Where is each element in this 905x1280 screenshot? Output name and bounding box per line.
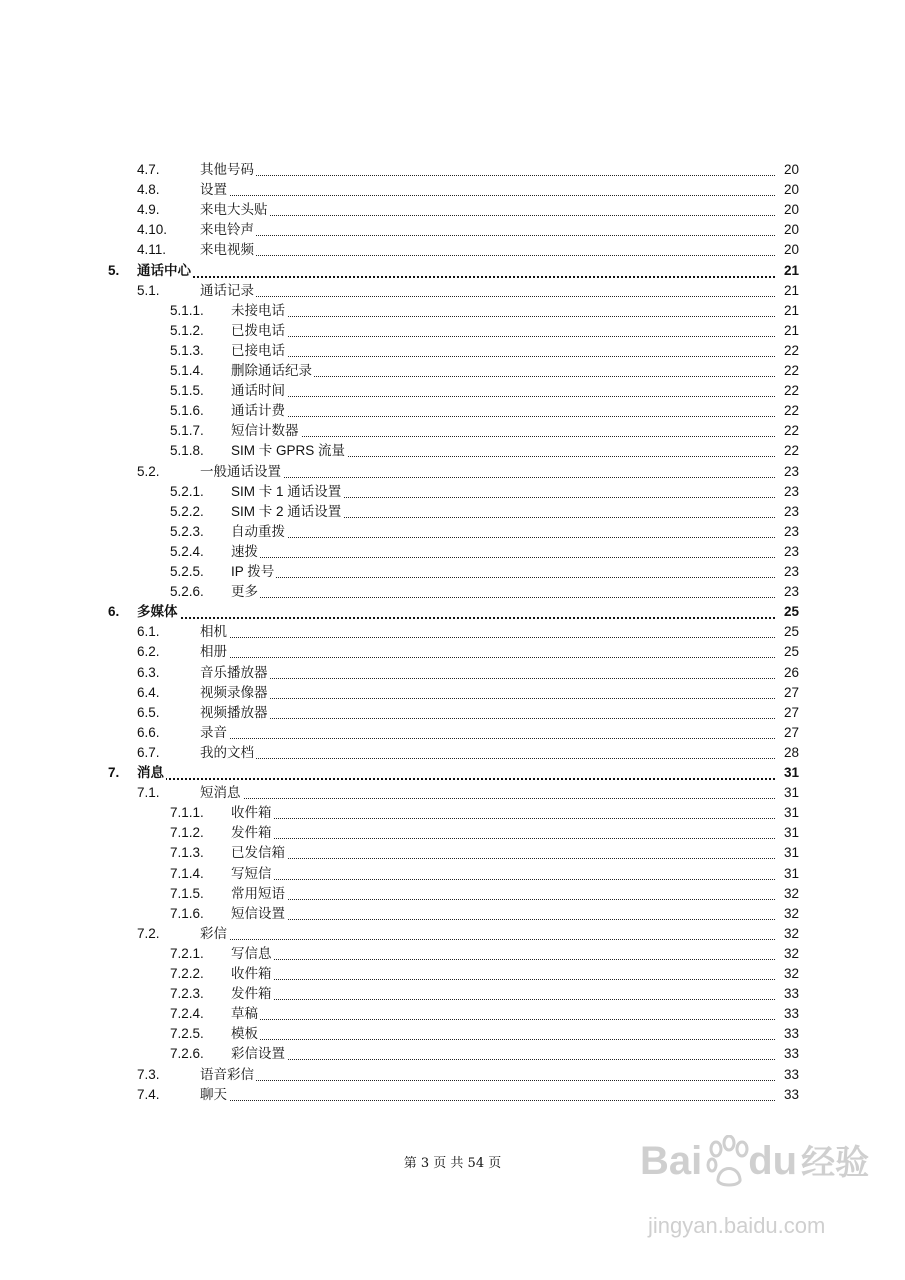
baidu-paw-icon bbox=[706, 1135, 752, 1189]
toc-dot-leader bbox=[200, 919, 799, 940]
toc-entry-number: 7.4. bbox=[137, 1086, 160, 1102]
toc-entry-number: 5.1.5. bbox=[170, 383, 204, 399]
toc-entry-number: 5.2. bbox=[137, 463, 160, 479]
page-footer: 第 3 页 共 54 页 bbox=[403, 1156, 502, 1171]
toc-entry-title: 已发信箱 bbox=[231, 843, 287, 863]
toc-entry-number: 4.10. bbox=[137, 222, 168, 238]
toc-entry-title: 来电视频 bbox=[200, 240, 256, 260]
toc-entry-page: 20 bbox=[775, 160, 799, 180]
toc-entry-number: 7.2.4. bbox=[170, 1006, 204, 1022]
toc-dot-leader bbox=[231, 577, 799, 598]
toc-entry-page: 27 bbox=[775, 723, 799, 743]
toc-entry-page: 33 bbox=[775, 1044, 799, 1064]
toc-entry-number: 7.1. bbox=[137, 785, 160, 801]
toc-dot-leader bbox=[231, 1039, 799, 1060]
toc-dot-leader bbox=[231, 356, 799, 377]
toc-entry-page: 33 bbox=[775, 1085, 799, 1105]
toc-entry-page: 27 bbox=[775, 683, 799, 703]
toc-entry-page: 21 bbox=[775, 261, 799, 281]
toc-entry-page: 26 bbox=[775, 663, 799, 683]
toc-entry-title: 设置 bbox=[200, 180, 229, 200]
toc-entry-number: 7.1.3. bbox=[170, 845, 204, 861]
toc-entry-number: 5.2.1. bbox=[170, 483, 204, 499]
toc-entry-page: 22 bbox=[775, 341, 799, 361]
toc-entry-title: 短消息 bbox=[200, 783, 243, 803]
toc-entry-page: 22 bbox=[775, 421, 799, 441]
toc-entry-page: 20 bbox=[775, 240, 799, 260]
toc-dot-leader bbox=[200, 235, 799, 256]
toc-dot-leader bbox=[200, 175, 799, 196]
toc-entry-page: 22 bbox=[775, 441, 799, 461]
toc-entry-number: 5.2.2. bbox=[170, 503, 204, 519]
toc-entry-number: 5.1.3. bbox=[170, 342, 204, 358]
toc-dot-leader bbox=[200, 215, 799, 236]
toc-entry-title: 录音 bbox=[200, 723, 229, 743]
toc-entry-title: 通话记录 bbox=[200, 281, 256, 301]
toc-entry-title: 更多 bbox=[231, 582, 260, 602]
toc-dot-leader bbox=[231, 798, 799, 819]
toc-dot-leader bbox=[231, 396, 799, 417]
toc-entry-page: 22 bbox=[775, 381, 799, 401]
toc-entry-number: 5.1.1. bbox=[170, 302, 204, 318]
toc-entry-number: 7.3. bbox=[137, 1066, 160, 1082]
toc-entry-page: 28 bbox=[775, 743, 799, 763]
toc-entry-title: 速拨 bbox=[231, 542, 260, 562]
toc-entry-number: 5.1.2. bbox=[170, 322, 204, 338]
toc-dot-leader bbox=[231, 818, 799, 839]
toc-entry-title: SIM 卡 1 通话设置 bbox=[231, 482, 343, 502]
toc-dot-leader bbox=[200, 195, 799, 216]
toc-entry-page: 31 bbox=[775, 763, 799, 783]
toc-entry-title: 相册 bbox=[200, 642, 229, 662]
toc-entry-page: 23 bbox=[775, 582, 799, 602]
toc-dot-leader bbox=[231, 537, 799, 558]
toc-dot-leader bbox=[231, 336, 799, 357]
toc-entry-title: IP 拨号 bbox=[231, 562, 276, 582]
toc-entry-title: 发件箱 bbox=[231, 823, 274, 843]
toc-entry-title: 来电铃声 bbox=[200, 220, 256, 240]
toc-entry-page: 23 bbox=[775, 502, 799, 522]
toc-entry-number: 7. bbox=[108, 765, 120, 780]
toc-entry-title: 未接电话 bbox=[231, 301, 287, 321]
toc-entry-title: 通话时间 bbox=[231, 381, 287, 401]
toc-entry-title: 音乐播放器 bbox=[200, 663, 270, 683]
toc-entry-title: SIM 卡 GPRS 流量 bbox=[231, 441, 347, 461]
toc-dot-leader bbox=[231, 879, 799, 900]
toc-entry-number: 7.2.1. bbox=[170, 945, 204, 961]
toc-entry-title: 视频播放器 bbox=[200, 703, 270, 723]
toc-dot-leader bbox=[200, 155, 799, 176]
toc-entry-page: 20 bbox=[775, 180, 799, 200]
toc-entry-number: 6.1. bbox=[137, 624, 160, 640]
toc-dot-leader bbox=[231, 316, 799, 337]
toc-entry-number: 7.1.1. bbox=[170, 805, 204, 821]
toc-entry-title: 已拨电话 bbox=[231, 321, 287, 341]
toc-entry-title: 聊天 bbox=[200, 1085, 229, 1105]
toc-entry-page: 31 bbox=[775, 803, 799, 823]
toc-dot-leader bbox=[231, 296, 799, 317]
toc-dot-leader bbox=[200, 1080, 799, 1101]
toc-dot-leader bbox=[200, 718, 799, 739]
toc-entry-number: 5.2.3. bbox=[170, 523, 204, 539]
toc-entry-title: 短信设置 bbox=[231, 904, 287, 924]
toc-entry-title: 通话计费 bbox=[231, 401, 287, 421]
toc-entry-number: 6.5. bbox=[137, 704, 160, 720]
toc-entry-title: SIM 卡 2 通话设置 bbox=[231, 502, 343, 522]
toc-dot-leader bbox=[231, 939, 799, 960]
toc-entry-page: 25 bbox=[775, 622, 799, 642]
toc-entry-number: 5.1.6. bbox=[170, 403, 204, 419]
toc-dot-leader bbox=[231, 859, 799, 880]
toc-entry-page: 31 bbox=[775, 823, 799, 843]
toc-entry-number: 5. bbox=[108, 262, 120, 278]
toc-entry-number: 7.1.2. bbox=[170, 825, 204, 841]
toc-entry[interactable] bbox=[0, 1085, 905, 1105]
toc-entry-title: 彩信 bbox=[200, 924, 229, 944]
toc-dot-leader bbox=[231, 999, 799, 1020]
toc-entry-title: 视频录像器 bbox=[200, 683, 270, 703]
toc-dot-leader bbox=[200, 276, 799, 297]
toc-entry-title: 短信计数器 bbox=[231, 421, 301, 441]
toc-entry-page: 32 bbox=[775, 944, 799, 964]
toc-entry-page: 21 bbox=[775, 301, 799, 321]
toc-entry-page: 27 bbox=[775, 703, 799, 723]
toc-entry-number: 6. bbox=[108, 604, 120, 620]
toc-dot-leader bbox=[200, 698, 799, 719]
toc-entry-number: 5.1.4. bbox=[170, 363, 204, 378]
toc-entry-title: 彩信设置 bbox=[231, 1044, 287, 1064]
toc-entry-number: 5.1. bbox=[137, 282, 160, 298]
toc-entry-title: 自动重拨 bbox=[231, 522, 287, 542]
toc-entry-page: 22 bbox=[775, 361, 799, 381]
toc-entry-page: 20 bbox=[775, 220, 799, 240]
toc-entry-title: 其他号码 bbox=[200, 160, 256, 180]
toc-dot-leader bbox=[231, 1019, 799, 1040]
toc-dot-leader bbox=[200, 678, 799, 699]
toc-entry-number: 7.2.2. bbox=[170, 966, 204, 981]
toc-entry-page: 21 bbox=[775, 281, 799, 301]
toc-entry-page: 23 bbox=[775, 542, 799, 562]
toc-entry-title: 收件箱 bbox=[231, 964, 274, 984]
toc-entry-number: 7.2.3. bbox=[170, 986, 204, 1002]
toc-entry-number: 6.3. bbox=[137, 664, 160, 680]
toc-entry-page: 22 bbox=[775, 401, 799, 421]
toc-entry-number: 6.6. bbox=[137, 724, 160, 740]
toc-dot-leader bbox=[231, 557, 799, 578]
toc-entry-title: 收件箱 bbox=[231, 803, 274, 823]
toc-entry-title: 草稿 bbox=[231, 1004, 260, 1024]
toc-entry-title: 写信息 bbox=[231, 944, 274, 964]
toc-entry-title: 多媒体 bbox=[137, 602, 180, 622]
toc-dot-leader bbox=[231, 838, 799, 859]
toc-entry-number: 5.2.5. bbox=[170, 564, 204, 579]
toc-entry-title: 来电大头贴 bbox=[200, 200, 270, 220]
toc-entry-page: 32 bbox=[775, 884, 799, 904]
toc-entry-page: 33 bbox=[775, 1004, 799, 1024]
toc-entry-number: 7.2.5. bbox=[170, 1026, 204, 1042]
toc-entry-number: 4.8. bbox=[137, 182, 160, 198]
toc-entry-title: 常用短语 bbox=[231, 884, 287, 904]
toc-dot-leader bbox=[200, 617, 799, 638]
toc-entry-number: 6.4. bbox=[137, 684, 160, 700]
toc-entry-page: 33 bbox=[775, 1065, 799, 1085]
toc-entry-title: 一般通话设置 bbox=[200, 462, 283, 482]
toc-entry-page: 21 bbox=[775, 321, 799, 341]
toc-entry-page: 32 bbox=[775, 904, 799, 924]
baidu-jingyan-watermark bbox=[640, 1135, 890, 1255]
toc-dot-leader bbox=[231, 979, 799, 1000]
toc-entry-page: 32 bbox=[775, 924, 799, 944]
toc-entry-number: 4.7. bbox=[137, 162, 160, 177]
toc-entry-number: 7.1.5. bbox=[170, 885, 204, 901]
toc-dot-leader bbox=[231, 416, 799, 437]
toc-entry-title: 我的文档 bbox=[200, 743, 256, 763]
toc-entry-number: 5.1.7. bbox=[170, 423, 204, 439]
watermark-logo-text: Bai du 经验 bbox=[640, 1139, 870, 1183]
toc-entry-page: 32 bbox=[775, 964, 799, 984]
toc-dot-leader bbox=[231, 899, 799, 920]
toc-entry-number: 6.2. bbox=[137, 644, 160, 660]
toc-dot-leader bbox=[200, 658, 799, 679]
toc-entry-page: 31 bbox=[775, 783, 799, 803]
watermark-url: jingyan.baidu.com bbox=[648, 1213, 826, 1238]
toc-entry-page: 25 bbox=[775, 602, 799, 622]
toc-entry-number: 5.2.4. bbox=[170, 543, 204, 559]
toc-entry-title: 消息 bbox=[137, 763, 166, 783]
toc-entry-number: 4.11. bbox=[137, 242, 167, 258]
toc-dot-leader bbox=[231, 376, 799, 397]
toc-entry-number: 5.2.6. bbox=[170, 584, 204, 600]
toc-entry-page: 23 bbox=[775, 462, 799, 482]
toc-entry-title: 删除通话纪录 bbox=[231, 361, 314, 381]
toc-dot-leader bbox=[200, 637, 799, 658]
toc-entry-number: 4.9. bbox=[137, 202, 160, 218]
toc-entry-page: 25 bbox=[775, 642, 799, 662]
toc-entry-page: 23 bbox=[775, 482, 799, 502]
toc-entry-title: 通话中心 bbox=[137, 261, 193, 281]
toc-entry-number: 7.1.6. bbox=[170, 905, 204, 921]
toc-entry-page: 33 bbox=[775, 984, 799, 1004]
toc-entry-title: 已接电话 bbox=[231, 341, 287, 361]
toc-dot-leader bbox=[231, 959, 799, 980]
toc-dot-leader bbox=[200, 1060, 799, 1081]
toc-entry-number: 7.2.6. bbox=[170, 1046, 204, 1062]
toc-entry-title: 写短信 bbox=[231, 864, 274, 884]
toc-entry-number: 6.7. bbox=[137, 744, 160, 760]
toc-dot-leader bbox=[200, 778, 799, 799]
toc-entry-page: 23 bbox=[775, 562, 799, 582]
toc-entry-page: 23 bbox=[775, 522, 799, 542]
toc-entry-page: 20 bbox=[775, 200, 799, 220]
toc-entry-page: 31 bbox=[775, 864, 799, 884]
toc-entry-title: 相机 bbox=[200, 622, 229, 642]
toc-entry-title: 发件箱 bbox=[231, 984, 274, 1004]
toc-entry-number: 7.1.4. bbox=[170, 865, 204, 881]
toc-entry-number: 7.2. bbox=[137, 925, 160, 941]
toc-dot-leader bbox=[200, 738, 799, 759]
toc-entry-title: 模板 bbox=[231, 1024, 260, 1044]
toc-entry-number: 5.1.8. bbox=[170, 443, 204, 459]
toc-entry-page: 33 bbox=[775, 1024, 799, 1044]
toc-entry-page: 31 bbox=[775, 843, 799, 863]
toc-entry-title: 语音彩信 bbox=[200, 1065, 256, 1085]
